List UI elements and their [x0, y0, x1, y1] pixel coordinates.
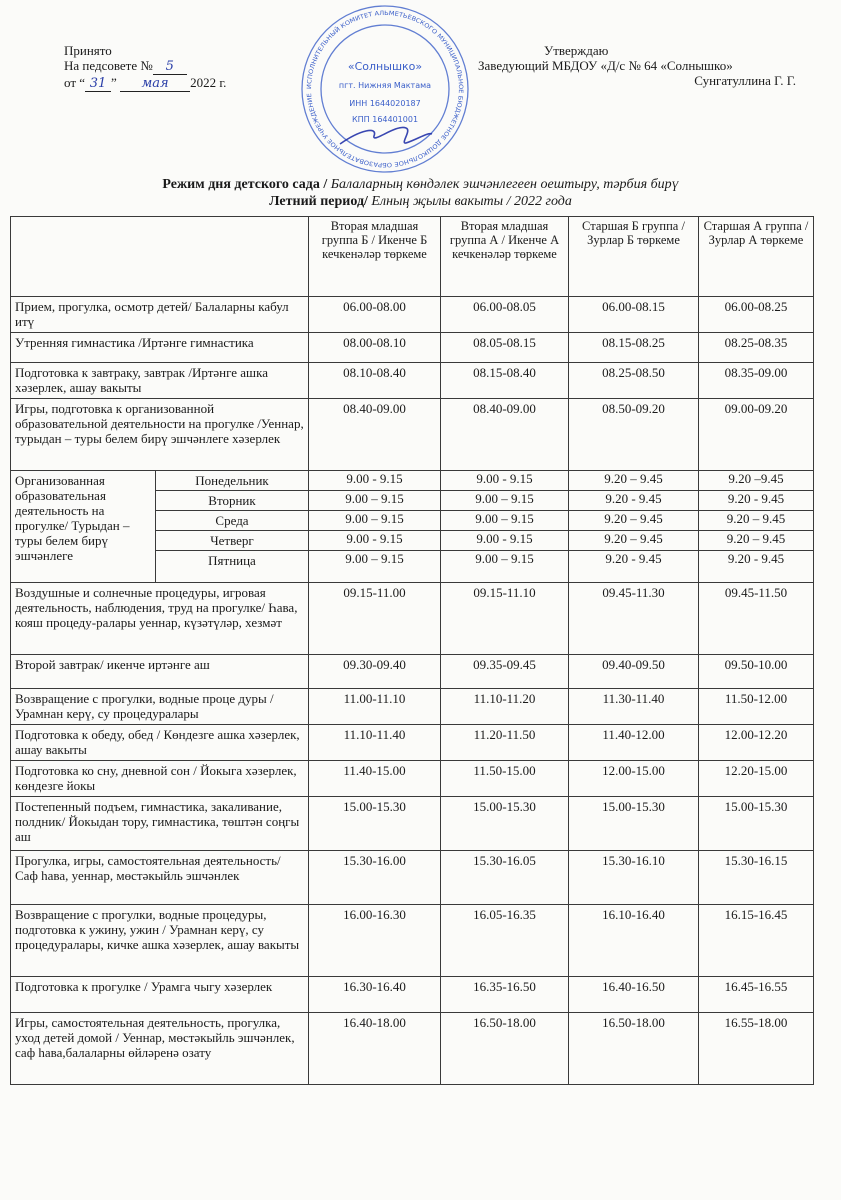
time-cell: 9.00 – 9.15: [441, 511, 569, 531]
table-row: [11, 851, 814, 905]
table-row: [11, 977, 814, 1013]
weekday-cell: Пятница: [156, 551, 309, 583]
time-cell: 06.00-08.15: [569, 297, 699, 333]
time-cell: 15.30-16.10: [569, 851, 699, 905]
time-cell: 9.20 - 9.45: [699, 551, 814, 583]
period-ru: Летний период/: [269, 194, 368, 209]
time-cell: 12.00-12.20: [699, 725, 814, 761]
time-cell: 9.20 - 9.45: [569, 551, 699, 583]
time-cell: 16.05-16.35: [441, 905, 569, 977]
pedsovet-line: [64, 58, 226, 75]
table-row: [11, 905, 814, 977]
stamp-ring-text: ИСПОЛНИТЕЛЬНЫЙ КОМИТЕТ АЛЬМЕТЬЕВСКОГО МУНИЦИПАЛЬНОЕ БЮДЖЕТНОЕ ДОШКОЛЬНОЕ ОБРАЗОВАТЕЛЬНОЕ УЧРЕЖДЕНИЕ: [305, 9, 465, 169]
time-cell: 06.00-08.05: [441, 297, 569, 333]
accepted-label: Принято: [64, 43, 112, 58]
time-cell: 11.40-15.00: [309, 761, 441, 797]
time-cell: 9.20 – 9.45: [569, 471, 699, 491]
time-cell: 15.00-15.30: [441, 797, 569, 851]
time-cell: 16.40-16.50: [569, 977, 699, 1013]
approver-position: Заведующий МБДОУ «Д/с № 64 «Солнышко»: [478, 58, 733, 73]
time-cell: 9.00 – 9.15: [441, 551, 569, 583]
stamp-center-name: «Солнышко»: [347, 60, 423, 73]
time-cell: 16.50-18.00: [569, 1013, 699, 1085]
activity-cell: Подготовка к прогулке / Урамга чыгу хәзерлек: [11, 977, 309, 1013]
time-cell: 15.30-16.15: [699, 851, 814, 905]
title-ru: Режим дня детского сада /: [162, 177, 328, 192]
activity-cell: Подготовка к завтраку, завтрак /Иртәнге ашка хәзерлек, ашау вакыты: [11, 363, 309, 399]
time-cell: 08.40-09.00: [309, 399, 441, 471]
date-line: [64, 75, 226, 92]
time-cell: 09.35-09.45: [441, 655, 569, 689]
time-cell: 11.20-11.50: [441, 725, 569, 761]
time-cell: 11.10-11.40: [309, 725, 441, 761]
activity-cell: Игры, самостоятельная деятельность, прогулка, уход детей домой / Уеннар, мөстәкыйль эшчәнлек, саф һава,балаларны өйләренә озату: [11, 1013, 309, 1085]
time-cell: 08.15-08.40: [441, 363, 569, 399]
time-cell: 15.30-16.00: [309, 851, 441, 905]
time-cell: 08.25-08.35: [699, 333, 814, 363]
ood-day-row: [11, 471, 814, 491]
weekday-cell: Четверг: [156, 531, 309, 551]
stamp-center-place: пгт. Нижняя Мактама: [338, 81, 432, 90]
table-row: [11, 363, 814, 399]
time-cell: 06.00-08.00: [309, 297, 441, 333]
time-cell: 9.00 - 9.15: [309, 531, 441, 551]
time-cell: 11.30-11.40: [569, 689, 699, 725]
activity-cell: Прогулка, игры, самостоятельная деятельность/ Саф һава, уеннар, мөстәкыйль эшчәнлек: [11, 851, 309, 905]
stamp-inn: ИНН 1644020187: [349, 99, 421, 108]
time-cell: 16.00-16.30: [309, 905, 441, 977]
accepted-block: [64, 43, 226, 92]
pedsovet-label: На педсовете №: [64, 58, 153, 73]
date-quote: ”: [111, 75, 117, 90]
table-header-row: [11, 217, 814, 297]
signature-scribble: [340, 127, 432, 144]
activity-cell: Возвращение с прогулки, водные проце дуры /Урамнан керү, су процедуралары: [11, 689, 309, 725]
title-line-2: [0, 193, 841, 210]
time-cell: 16.50-18.00: [441, 1013, 569, 1085]
time-cell: 08.15-08.25: [569, 333, 699, 363]
time-cell: 16.55-18.00: [699, 1013, 814, 1085]
group-header-4: Старшая А группа / Зурлар А төркеме: [699, 217, 814, 297]
time-cell: 09.45-11.30: [569, 583, 699, 655]
time-cell: 11.50-15.00: [441, 761, 569, 797]
time-cell: 9.00 – 9.15: [441, 491, 569, 511]
period-tt: Елның җылы вакыты / 2022 года: [371, 194, 572, 209]
time-cell: 09.15-11.00: [309, 583, 441, 655]
table-row: [11, 725, 814, 761]
table-row: [11, 399, 814, 471]
title-line-1: [0, 176, 841, 193]
group-header-2: Вторая младшая группа А / Икенче А кечкенәләр төркеме: [441, 217, 569, 297]
time-cell: 09.45-11.50: [699, 583, 814, 655]
table-row: [11, 333, 814, 363]
activity-cell: Игры, подготовка к организованной образовательной деятельности на прогулке /Уеннар, турыдан – туры белем бирү эшчәнлеге хәзерлек: [11, 399, 309, 471]
table-row: [11, 297, 814, 333]
time-cell: 09.40-09.50: [569, 655, 699, 689]
time-cell: 9.00 - 9.15: [309, 471, 441, 491]
approver-name: Сунгатуллина Г. Г.: [694, 73, 796, 88]
time-cell: 11.00-11.10: [309, 689, 441, 725]
time-cell: 15.00-15.30: [699, 797, 814, 851]
time-cell: 09.15-11.10: [441, 583, 569, 655]
approval-block: [478, 43, 808, 88]
header-empty-cell: [11, 217, 309, 297]
time-cell: 08.35-09.00: [699, 363, 814, 399]
time-cell: 15.00-15.30: [569, 797, 699, 851]
activity-cell: Постепенный подъем, гимнастика, закаливание, полдник/ Йокыдан тору, гимнастика, төштән соңгы аш: [11, 797, 309, 851]
time-cell: 08.25-08.50: [569, 363, 699, 399]
time-cell: 9.00 – 9.15: [309, 491, 441, 511]
activity-cell: Подготовка к обеду, обед / Көндезге ашка хәзерлек, ашау вакыты: [11, 725, 309, 761]
time-cell: 11.40-12.00: [569, 725, 699, 761]
time-cell: 08.05-08.15: [441, 333, 569, 363]
weekday-cell: Среда: [156, 511, 309, 531]
time-cell: 9.20 – 9.45: [699, 531, 814, 551]
date-prefix: от “: [64, 75, 86, 90]
time-cell: 12.20-15.00: [699, 761, 814, 797]
activity-cell: Второй завтрак/ икенче иртәнге аш: [11, 655, 309, 689]
table-row: [11, 1013, 814, 1085]
document-title: [0, 176, 841, 210]
time-cell: 9.20 –9.45: [699, 471, 814, 491]
date-month: мая: [120, 76, 190, 92]
time-cell: 08.50-09.20: [569, 399, 699, 471]
time-cell: 09.00-09.20: [699, 399, 814, 471]
time-cell: 08.40-09.00: [441, 399, 569, 471]
table-row: [11, 655, 814, 689]
time-cell: 9.20 – 9.45: [569, 531, 699, 551]
time-cell: 12.00-15.00: [569, 761, 699, 797]
time-cell: 15.00-15.30: [309, 797, 441, 851]
time-cell: 9.20 - 9.45: [569, 491, 699, 511]
activity-cell: Возвращение с прогулки, водные процедуры, подготовка к ужину, ужин / Урамнан керү, су процедуралары, кичке ашка хәзерлек, ашау вакыты: [11, 905, 309, 977]
time-cell: 9.00 - 9.15: [441, 471, 569, 491]
time-cell: 16.10-16.40: [569, 905, 699, 977]
time-cell: 11.10-11.20: [441, 689, 569, 725]
time-cell: 9.00 - 9.15: [441, 531, 569, 551]
activity-cell: Воздушные и солнечные процедуры, игровая деятельность, наблюдения, труд на прогулке/ Һава, кояш процеду-ралары уеннар, күзәтүләр, хезмәт: [11, 583, 309, 655]
time-cell: 15.30-16.05: [441, 851, 569, 905]
time-cell: 16.15-16.45: [699, 905, 814, 977]
stamp-kpp: КПП 164401001: [351, 115, 419, 124]
weekday-cell: Понедельник: [156, 471, 309, 491]
ood-activity-cell: Организованная образовательная деятельность на прогулке/ Турыдан – туры белем бирү эшчәнлеге: [11, 471, 156, 583]
group-header-3: Старшая Б группа / Зурлар Б төркеме: [569, 217, 699, 297]
activity-cell: Утренняя гимнастика /Иртәнге гимнастика: [11, 333, 309, 363]
time-cell: 08.10-08.40: [309, 363, 441, 399]
protocol-number: 5: [153, 59, 187, 75]
official-stamp-seal: [300, 4, 470, 174]
date-day: 31: [85, 76, 111, 92]
approve-label: Утверждаю: [544, 43, 609, 58]
time-cell: 16.35-16.50: [441, 977, 569, 1013]
date-year: 2022 г.: [190, 75, 227, 90]
group-header-1: Вторая младшая группа Б / Икенче Б кечкенәләр төркеме: [309, 217, 441, 297]
table-row: [11, 583, 814, 655]
time-cell: 16.40-18.00: [309, 1013, 441, 1085]
time-cell: 06.00-08.25: [699, 297, 814, 333]
table-row: [11, 797, 814, 851]
time-cell: 9.00 – 9.15: [309, 511, 441, 531]
time-cell: 08.00-08.10: [309, 333, 441, 363]
time-cell: 09.50-10.00: [699, 655, 814, 689]
time-cell: 11.50-12.00: [699, 689, 814, 725]
activity-cell: Прием, прогулка, осмотр детей/ Балаларны кабул итү: [11, 297, 309, 333]
time-cell: 9.20 - 9.45: [699, 491, 814, 511]
weekday-cell: Вторник: [156, 491, 309, 511]
time-cell: 16.30-16.40: [309, 977, 441, 1013]
time-cell: 9.20 – 9.45: [699, 511, 814, 531]
schedule-table: [10, 216, 814, 1085]
time-cell: 9.00 – 9.15: [309, 551, 441, 583]
table-row: [11, 689, 814, 725]
activity-cell: Подготовка ко сну, дневной сон / Йокыга хәзерлек, көндезге йокы: [11, 761, 309, 797]
time-cell: 09.30-09.40: [309, 655, 441, 689]
title-tt: Балаларның көндәлек эшчәнлегеен оештыру, тәрбия бирү: [330, 177, 679, 192]
time-cell: 16.45-16.55: [699, 977, 814, 1013]
time-cell: 9.20 – 9.45: [569, 511, 699, 531]
table-row: [11, 761, 814, 797]
